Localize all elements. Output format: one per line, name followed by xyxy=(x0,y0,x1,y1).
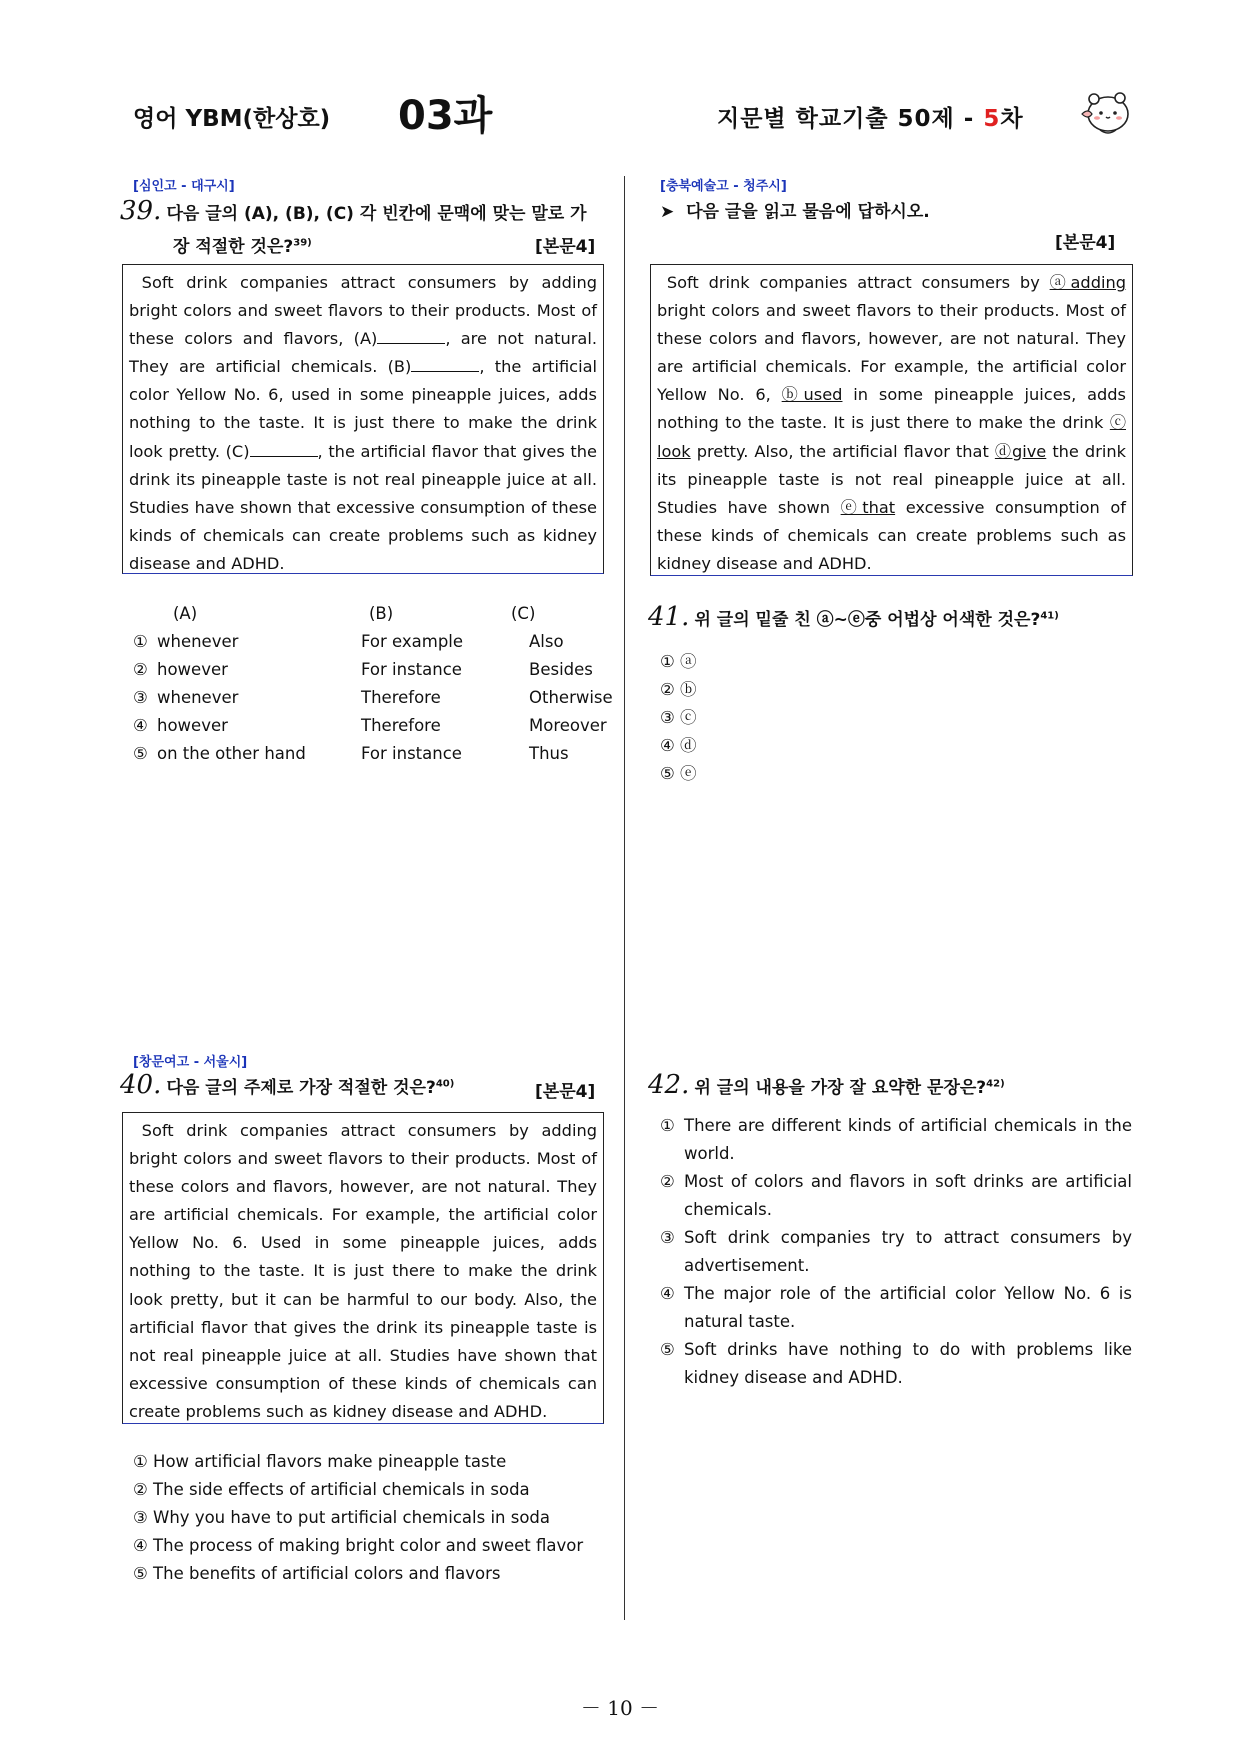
question-42-header xyxy=(648,1070,1138,1100)
option-5[interactable]: ⑤ ⓔ xyxy=(660,764,697,783)
question-number: 42. xyxy=(648,1070,690,1100)
col-header-c: (C) xyxy=(511,604,536,623)
option-header-row xyxy=(133,600,613,628)
option-c: Moreover xyxy=(529,716,607,735)
option-b: Therefore xyxy=(361,688,441,707)
passage-text: excessive consumption of these kinds of chemicals can create problems such as kidney disease and ADHD. xyxy=(657,497,1126,573)
option-number: ④ xyxy=(133,716,148,735)
option-2[interactable]: ② ⓑ xyxy=(660,680,697,699)
option-3[interactable] xyxy=(133,684,613,712)
col-header-a: (A) xyxy=(173,604,198,623)
option-b: Therefore xyxy=(361,716,441,735)
passage-tag: [본문4] xyxy=(535,237,596,257)
option-c: Otherwise xyxy=(529,688,613,707)
blank-c xyxy=(250,439,318,457)
option-a: whenever xyxy=(157,632,239,651)
option-1[interactable]: ① ⓐ xyxy=(660,652,697,671)
option-2[interactable] xyxy=(133,656,613,684)
option-number: ③ xyxy=(133,688,148,707)
option-c: Besides xyxy=(529,660,593,679)
passage-text: Soft drink companies attract consumers by adding bright colors and sweet flavors to their products. Most of these colors and flavors, (A) xyxy=(129,273,597,349)
series-prefix: 지문별 학교기출 50제 - xyxy=(717,106,984,132)
question-41-header xyxy=(648,602,1138,632)
passage-box-q39 xyxy=(122,264,604,574)
option-a: on the other hand xyxy=(157,744,306,763)
option-4[interactable] xyxy=(660,1280,1132,1336)
option-3[interactable]: ③ ⓒ xyxy=(660,708,697,727)
option-5[interactable]: ⑤ The benefits of artificial colors and flavors xyxy=(133,1564,501,1583)
footnote-ref: 42) xyxy=(986,1078,1005,1090)
col-header-b: (B) xyxy=(369,604,394,623)
underline-b: ⓑused xyxy=(781,385,843,405)
question-39-header xyxy=(120,196,600,226)
series-suffix: 차 xyxy=(1000,106,1024,132)
option-4[interactable]: ④ ⓓ xyxy=(660,736,697,755)
option-number: ④ xyxy=(660,1284,675,1303)
option-number: ① xyxy=(660,1116,675,1135)
underline-a: ⓐadding xyxy=(1049,273,1127,292)
passage-box-q40 xyxy=(122,1112,604,1424)
option-list-q42 xyxy=(660,1112,1132,1392)
series-round: 5 xyxy=(983,106,1001,132)
passage-text: , are not natural. They are artificial chemicals. (B) xyxy=(129,329,597,377)
option-number: ② xyxy=(133,660,148,679)
option-number: ③ xyxy=(660,1228,675,1247)
option-number: ① xyxy=(133,632,148,651)
passage-text: , the artificial color Yellow No. 6, used in some pineapple juices, adds nothing to the taste. It is just there to make the drink look pretty. (C) xyxy=(129,357,597,461)
passage-text: , the artificial flavor that gives the drink its pineapple taste is not real pineapple juice at all. Studies have shown that excessive consumption of these kinds of chemicals can create problems such as kidney disease and ADHD. xyxy=(129,441,597,573)
option-number: ② xyxy=(660,1172,675,1191)
option-list-q41 xyxy=(660,648,697,788)
bear-mascot-icon xyxy=(1078,86,1132,138)
question-40-header xyxy=(120,1070,540,1100)
option-c: Also xyxy=(529,632,564,651)
option-text: The major role of the artificial color Yellow No. 6 is natural taste. xyxy=(684,1284,1132,1331)
option-5[interactable] xyxy=(133,740,613,768)
option-4[interactable] xyxy=(133,712,613,740)
school-label-q40: [창문여고 - 서울시] xyxy=(133,1055,248,1070)
question-prompt: 다음 글의 (A), (B), (C) 각 빈칸에 문맥에 맞는 말로 가 xyxy=(166,204,587,224)
option-1[interactable] xyxy=(660,1112,1132,1168)
question-prompt: 다음 글의 주제로 가장 적절한 것은? xyxy=(166,1078,436,1098)
passage-text: the drink its pineapple taste is not real pineapple juice at all. Studies have shown xyxy=(657,441,1126,517)
option-a: whenever xyxy=(157,688,239,707)
page-number: － 10 － xyxy=(580,1696,660,1720)
option-text: Soft drink companies try to attract consumers by advertisement. xyxy=(684,1228,1132,1275)
option-1[interactable] xyxy=(133,628,613,656)
question-39-prompt-line2 xyxy=(173,232,312,257)
option-number: ⑤ xyxy=(133,744,148,763)
option-4[interactable]: ④ The process of making bright color and sweet flavor xyxy=(133,1536,584,1555)
option-b: For example xyxy=(361,632,464,651)
option-list-q40 xyxy=(133,1448,583,1588)
instruction-text: 다음 글을 읽고 물음에 답하시오. xyxy=(686,202,930,222)
option-b: For instance xyxy=(361,744,462,763)
underline-c: ⓒ look xyxy=(657,413,1126,461)
blank-b xyxy=(411,354,479,372)
option-2[interactable]: ② The side effects of artificial chemicals in soda xyxy=(133,1480,530,1499)
shared-instruction xyxy=(660,197,930,222)
question-number: 41. xyxy=(648,602,690,632)
option-b: For instance xyxy=(361,660,462,679)
series-title xyxy=(717,100,1024,133)
option-text: Most of colors and flavors in soft drinks are artificial chemicals. xyxy=(684,1172,1132,1219)
option-2[interactable] xyxy=(660,1168,1132,1224)
footnote-ref: 41) xyxy=(1040,610,1059,622)
option-3[interactable] xyxy=(660,1224,1132,1280)
option-a: however xyxy=(157,716,228,735)
option-table-q39 xyxy=(133,600,613,768)
subject-label: 영어 YBM(한상호) xyxy=(133,106,331,132)
underline-e: ⓔthat xyxy=(840,497,896,517)
passage-tag: [본문4] xyxy=(1055,233,1116,253)
passage-text: in some pineapple juices, adds nothing to the taste. It is just there to make the drink xyxy=(657,385,1126,433)
passage-text: Soft drink companies attract consumers by adding bright colors and sweet flavors to their products. Most of these colors and flavors, however, are not natural. They are artificial chemicals. For example, the artificial color Yellow No. 6. Used in some pineapple juices, adds nothing to the taste. It is just there to make the drink look pretty, but it can be harmful to our body. Also, the artificial flavor that gives the drink its pineapple taste is not real pineapple juice at all. Studies have shown that excessive consumption of these kinds of chemicals can create problems such as kidney disease and ADHD. xyxy=(129,1121,597,1421)
option-1[interactable]: ① How artificial flavors make pineapple taste xyxy=(133,1452,507,1471)
option-text: There are different kinds of artificial chemicals in the world. xyxy=(684,1116,1132,1163)
underline-d: ⓓgive xyxy=(994,441,1047,461)
column-divider xyxy=(624,176,625,1620)
option-number: ⑤ xyxy=(660,1340,675,1359)
passage-box-shared xyxy=(650,264,1133,576)
footnote-ref: 39) xyxy=(293,237,312,249)
question-prompt: 위 글의 밑줄 친 ⓐ~ⓔ중 어법상 어색한 것은? xyxy=(694,610,1041,630)
arrowhead-bullet-icon: ➤ xyxy=(660,202,675,222)
passage-text: Soft drink companies attract consumers by xyxy=(666,273,1050,292)
footnote-ref: 40) xyxy=(435,1078,455,1090)
passage-tag: [본문4] xyxy=(535,1082,596,1102)
blank-a xyxy=(377,326,445,344)
school-label-q39: [심인고 - 대구시] xyxy=(133,179,235,194)
passage-text: pretty. Also, the artificial flavor that xyxy=(690,441,995,461)
unit-title: 03과 xyxy=(398,93,493,139)
option-text: Soft drinks have nothing to do with problems like kidney disease and ADHD. xyxy=(684,1340,1132,1387)
option-c: Thus xyxy=(529,744,569,763)
school-label-shared: [충북예술고 - 청주시] xyxy=(660,179,787,194)
question-number: 40. xyxy=(120,1070,162,1100)
question-prompt: 위 글의 내용을 가장 잘 요약한 문장은? xyxy=(694,1078,987,1098)
passage-text: bright colors and sweet flavors to their products. Most of these colors and flavors, however, are not natural. They are artificial chemicals. For example, the artificial color Yellow No. 6, xyxy=(657,301,1126,405)
prompt-line2: 장 적절한 것은? xyxy=(173,237,294,257)
option-a: however xyxy=(157,660,228,679)
question-number: 39. xyxy=(120,196,162,226)
option-5[interactable] xyxy=(660,1336,1132,1392)
option-3[interactable]: ③ Why you have to put artificial chemicals in soda xyxy=(133,1508,551,1527)
